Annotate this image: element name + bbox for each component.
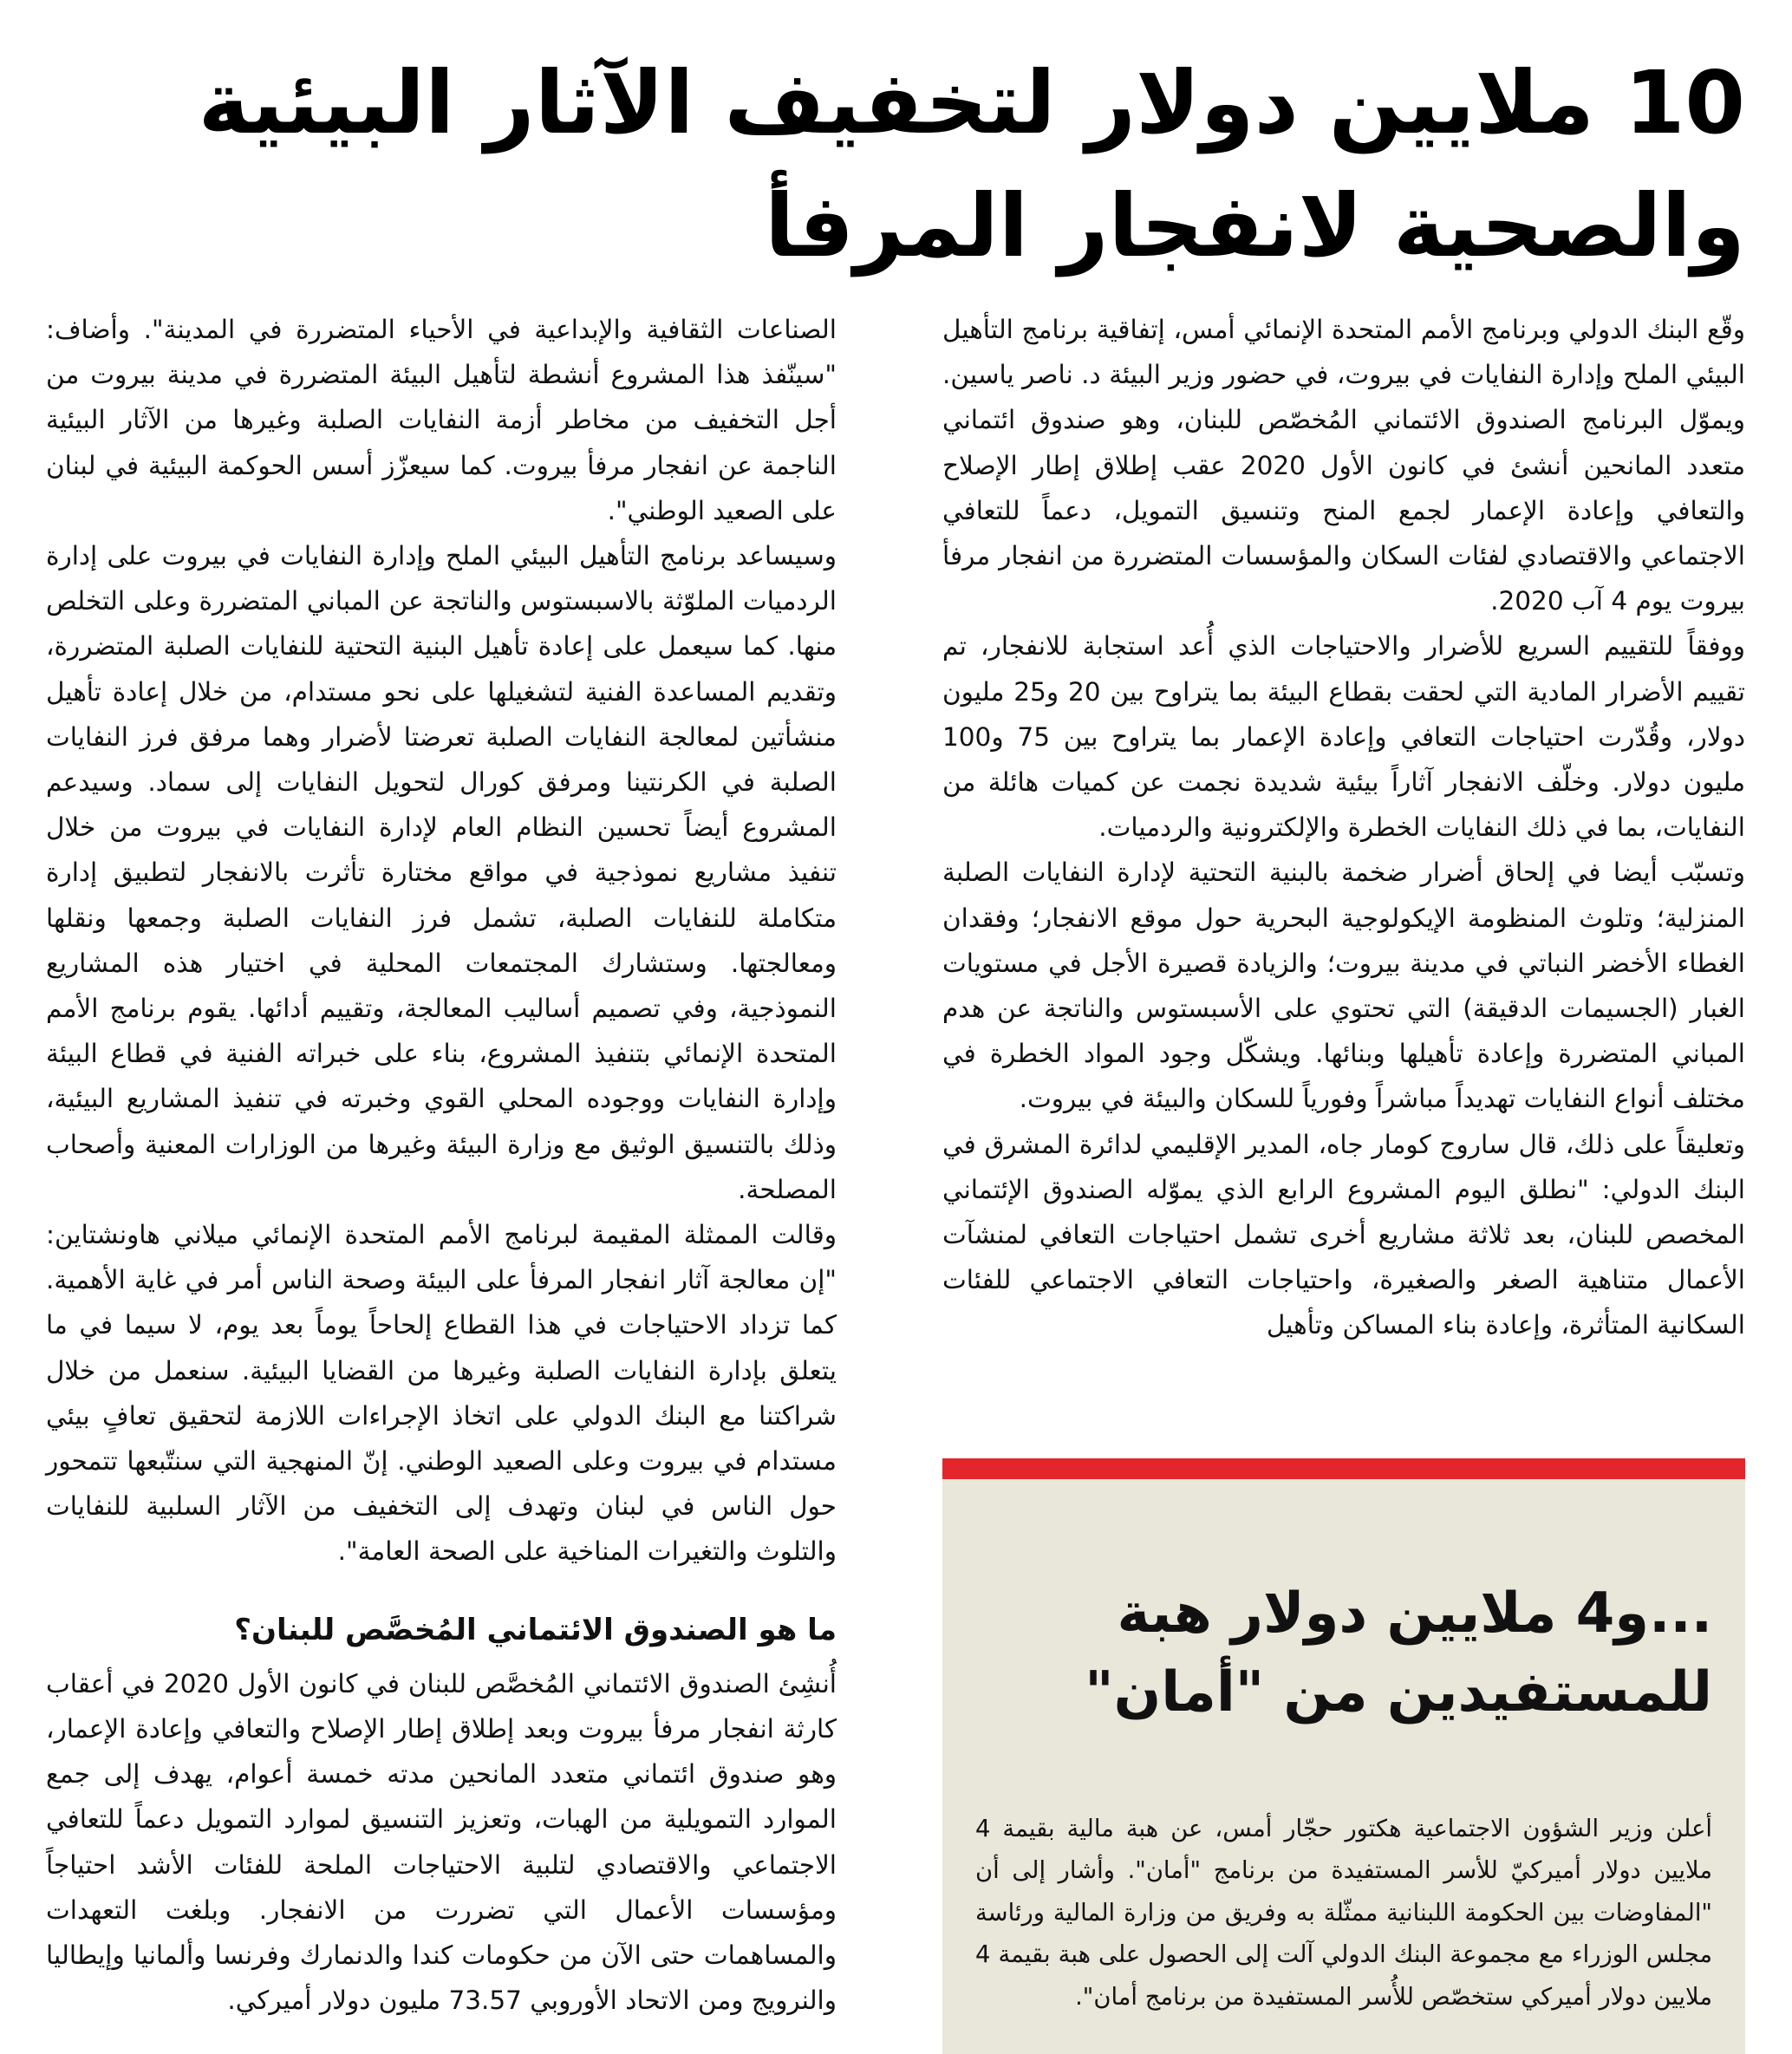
article-paragraph: وقالت الممثلة المقيمة لبرنامج الأمم المتحدة الإنمائي ميلاني هاونشتاين: "إن معالجة آثار انفجار المرفأ على البيئة وصحة الناس أمر في غاية الأهمية. كما تزداد الاحتياجات في هذا القطاع إلحاحاً يوماً بعد يوم، لا سيما في ما يتعلق بإدارة النفايات الصلبة وغيرها من القضايا البيئية. سنعمل من خلال شراكتنا مع البنك الدولي على اتخاذ الإجراءات اللازمة لتحقيق تعافٍ بيئي مستدام في بيروت وعلى الصعيد الوطني. إنّ المنهجية التي سنتّبعها تتمحور حول الناس في لبنان وتهدف إلى التخفيف من الآثار السلبية للنفايات والتلوث والتغيرات المناخية على الصحة العامة". — [46, 1220, 837, 1567]
article-paragraph: وتسبّب أيضا في إلحاق أضرار ضخمة بالبنية التحتية لإدارة النفايات الصلبة المنزلية؛ وتلوث المنظومة الإيكولوجية البحرية حول موقع الانفجار؛ وفقدان الغطاء الأخضر النباتي في مدينة بيروت؛ والزيادة قصيرة الأجل في مستويات الغبار (الجسيمات الدقيقة) التي تحتوي على الأسبستوس والناتجة عن هدم المباني المتضررة وإعادة تأهيلها وبنائها. ويشكّل وجود المواد الخطرة في مختلف أنواع النفايات تهديداً مباشراً وفورياً للسكان والبيئة في بيروت. — [942, 857, 1745, 1114]
article-paragraph: أُنشِئ الصندوق الائتماني المُخصَّص للبنان في كانون الأول 2020 في أعقاب كارثة انفجار مرفأ بيروت وبعد إطلاق إطار الإصلاح والتعافي وإعادة الإعمار، وهو صندوق ائتماني متعدد المانحين مدته خمسة أعوام، يهدف إلى جمع الموارد التمويلية من الهبات، وتعزيز التنسيق لموارد التمويل دعماً للتعافي الاجتماعي والاقتصادي لتلبية الاحتياجات الملحة للفئات الأشد احتياجاً ومؤسسات الأعمال التي تضررت من الانفجار. وبلغت التعهدات والمساهمات حتى الآن من حكومات كندا والدنمارك وفرنسا وألمانيا وإيطاليا والنرويج ومن الاتحاد الأوروبي 73.57 مليون دولار أميركي. — [46, 1668, 837, 2016]
sidebar-box-body: أعلن وزير الشؤون الاجتماعية هكتور حجّار أمس، عن هبة مالية بقيمة 4 ملايين دولار أميركيّ للأسر المستفيدة من برنامج "أمان". وأشار إلى أن "المفاوضات بين الحكومة اللبنانية ممثّلة به وفريق من وزارة المالية ورئاسة مجلس الوزراء مع مجموعة البنك الدولي آلت إلى الحصول على هبة بقيمة 4 ملايين دولار أميركي ستخصّص للأُسر المستفيدة من برنامج أمان". — [975, 1816, 1712, 2011]
article-column-left — [46, 307, 837, 2023]
article-paragraph: ووفقاً للتقييم السريع للأضرار والاحتياجات الذي أُعد استجابة للانفجار، تم تقييم الأضرار المادية التي لحقت بقطاع البيئة بما يتراوح بين 20 و25 مليون دولار، وقُدّرت احتياجات التعافي وإعادة الإعمار بما يتراوح بين 75 و100 مليون دولار. وخلّف الانفجار آثاراً بيئية شديدة نجمت عن كميات هائلة من النفايات، بما في ذلك النفايات الخطرة والإلكترونية والردميات. — [942, 631, 1745, 843]
sidebar-box — [942, 1458, 1745, 2054]
article-column-right — [942, 307, 1745, 1348]
sidebar-box-title: ...و4 ملايين دولار هبة للمستفيدين من "أمان" — [1085, 1581, 1712, 1725]
section-subheading: ما هو الصندوق الائتماني المُخصَّص للبنان؟ — [234, 1612, 837, 1647]
article-paragraph: وسيساعد برنامج التأهيل البيئي الملح وإدارة النفايات في بيروت على إدارة الردميات الملوّثة بالاسبستوس والناتجة عن المباني المتضررة وعلى التخلص منها. كما سيعمل على إعادة تأهيل البنية التحتية للنفايات الصلبة المتضررة، وتقديم المساعدة الفنية لتشغيلها على نحو مستدام، من خلال إعادة تأهيل منشأتين لمعالجة النفايات الصلبة تعرضتا لأضرار وهما مرفق فرز النفايات الصلبة في الكرنتينا ومرفق كورال لتحويل النفايات إلى سماد. وسيدعم المشروع أيضاً تحسين النظام العام لإدارة النفايات في بيروت من خلال تنفيذ مشاريع نموذجية في مواقع مختارة تأثرت بالانفجار لتطبيق إدارة متكاملة للنفايات الصلبة، تشمل فرز النفايات الصلبة وجمعها ونقلها ومعالجتها. وستشارك المجتمعات المحلية في اختيار هذه المشاريع النموذجية، وفي تصميم أساليب المعالجة، وتقييم أدائها. يقوم برنامج الأمم المتحدة الإنمائي بتنفيذ المشروع، بناء على خبراته الفنية في قطاع البيئة وإدارة النفايات ووجوده المحلي القوي وخبرته في تنفيذ المشاريع البيئية، وذلك بالتنسيق الوثيق مع وزارة البيئة وغيرها من الوزارات المعنية وأصحاب المصلحة. — [46, 541, 837, 1204]
article-paragraph: وقّع البنك الدولي وبرنامج الأمم المتحدة الإنمائي أمس، إتفاقية برنامج التأهيل البيئي الملح وإدارة النفايات في بيروت، في حضور وزير البيئة د. ناصر ياسين. ويموّل البرنامج الصندوق الائتماني المُخصّص للبنان، وهو صندوق ائتماني متعدد المانحين أنشئ في كانون الأول 2020 عقب إطلاق إطار الإصلاح والتعافي وإعادة الإعمار لجمع المنح وتنسيق التمويل، دعماً للتعافي الاجتماعي والاقتصادي لفئات السكان والمؤسسات المتضررة من انفجار مرفأ بيروت يوم 4 آب 2020. — [942, 315, 1745, 616]
article-paragraph: وتعليقاً على ذلك، قال ساروج كومار جاه، المدير الإقليمي لدائرة المشرق في البنك الدولي: "نطلق اليوم المشروع الرابع الذي يموّله الصندوق الإئتماني المخصص للبنان، بعد ثلاثة مشاريع أخرى تشمل احتياجات التعافي لمنشآت الأعمال متناهية الصغر والصغيرة، واحتياجات التعافي الاجتماعي للفئات السكانية المتأثرة، وإعادة بناء المساكن وتأهيل — [942, 1129, 1745, 1340]
headline: 10 ملايين دولار لتخفيف الآثار البيئية والصحية لانفجار المرفأ — [198, 52, 1745, 277]
article-paragraph: الصناعات الثقافية والإبداعية في الأحياء المتضررة في المدينة". وأضاف: "سينّفذ هذا المشروع أنشطة لتأهيل البيئة المتضررة في مدينة بيروت من أجل التخفيف من مخاطر أزمة النفايات الصلبة وغيرها من الآثار البيئية الناجمة عن انفجار مرفأ بيروت. كما سيعزّز أسس الحوكمة البيئية في لبنان على الصعيد الوطني". — [46, 315, 837, 525]
